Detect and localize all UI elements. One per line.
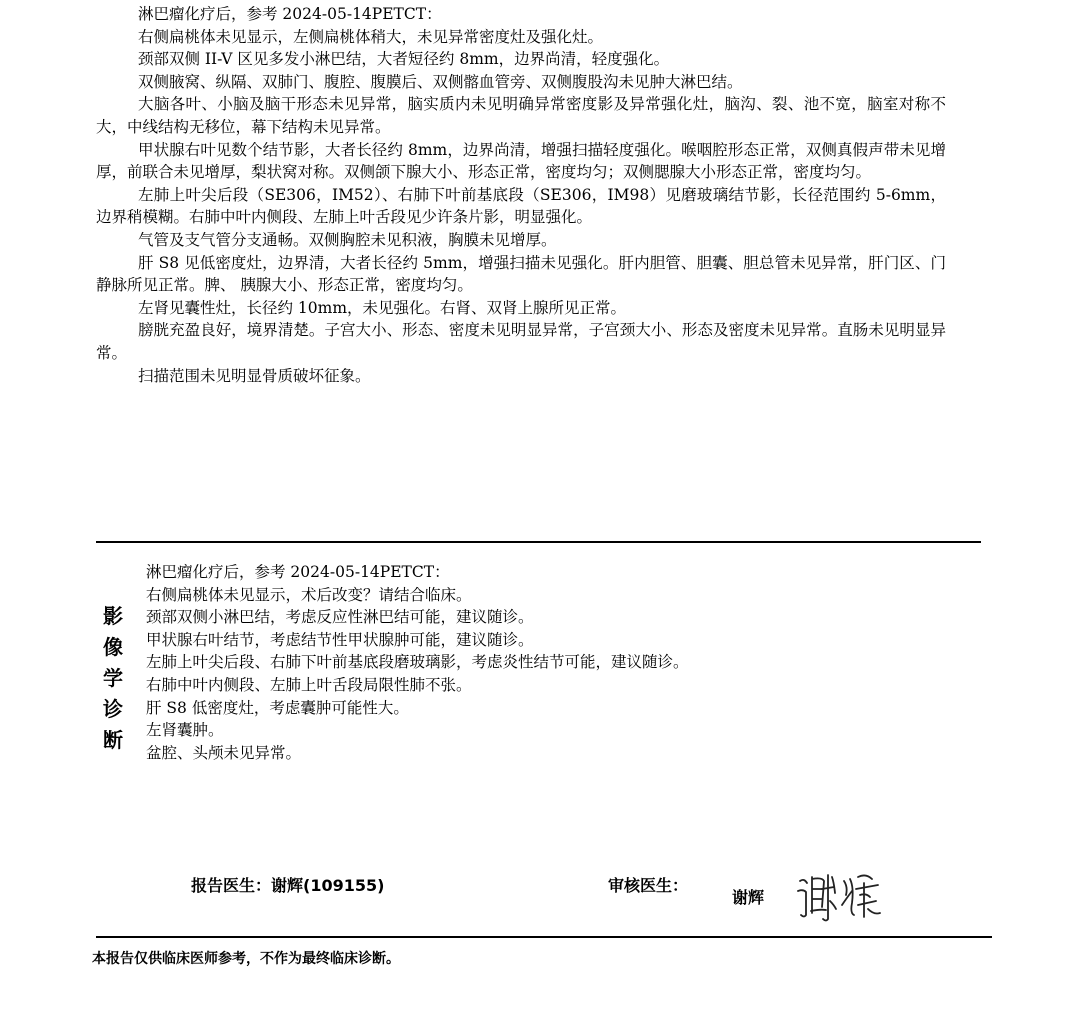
reviewing-doctor-label: 审核医生： <box>608 876 689 895</box>
diagnosis-line: 淋巴瘤化疗后，参考 2024-05-14PETCT： <box>146 563 450 581</box>
findings-paragraph: 肝 S8 见低密度灶，边界清，大者长径约 5mm，增强扫描未见强化。肝内胆管、胆囊、胆总管未见异常，肝门区、门静脉所见正常。脾、 胰腺大小、形态正常，密度均匀。 <box>96 253 946 295</box>
diagnosis-heading-char: 断 <box>103 728 123 752</box>
diagnosis-line: 左肺上叶尖后段、右肺下叶前基底段磨玻璃影，考虑炎性结节可能，建议随诊。 <box>146 653 689 672</box>
diagnosis-line: 盆腔、头颅未见异常。 <box>146 743 302 762</box>
findings-paragraph: 左肾见囊性灶，长径约 10mm，未见强化。右肾、双肾上腺所见正常。 <box>138 298 627 317</box>
reporting-doctor: 报告医生：谢辉(109155) <box>191 876 385 895</box>
diagnosis-heading-char: 像 <box>103 635 123 659</box>
handwritten-signature <box>794 865 884 927</box>
findings-paragraph: 甲状腺右叶见数个结节影，大者长径约 8mm，边界尚清，增强扫描轻度强化。喉咽腔形态正常，双侧真假声带未见增厚，前联合未见增厚，梨状窝对称。双侧颌下腺大小、形态正常，密度均匀；双侧腮腺大小形态正常，密度均匀。 <box>96 140 946 182</box>
findings-paragraph: 双侧腋窝、纵隔、双肺门、腹腔、腹膜后、双侧髂血管旁、双侧腹股沟未见肿大淋巴结。 <box>138 72 743 91</box>
reviewer-name: 谢辉 <box>732 888 765 907</box>
findings-paragraph: 大脑各叶、小脑及脑干形态未见异常，脑实质内未见明确异常密度影及异常强化灶，脑沟、裂、池不宽，脑室对称不大，中线结构无移位，幕下结构未见异常。 <box>96 95 946 136</box>
findings-paragraph: 淋巴瘤化疗后，参考 2024-05-14PETCT： <box>138 5 442 23</box>
findings-paragraph: 左肺上叶尖后段（SE306，IM52）、右肺下叶前基底段（SE306，IM98）见磨玻璃结节影，长径范围约 5-6mm，边界稍模糊。右肺中叶内侧段、左肺上叶舌段见少许条片影，明显强化。 <box>96 185 946 227</box>
section-divider <box>96 541 981 543</box>
diagnosis-line: 肝 S8 低密度灶，考虑囊肿可能性大。 <box>146 698 409 717</box>
diagnosis-line: 右侧扁桃体未见显示，术后改变？请结合临床。 <box>146 585 472 604</box>
disclaimer: 本报告仅供临床医师参考，不作为最终临床诊断。 <box>92 951 400 967</box>
findings-paragraph: 膀胱充盈良好，境界清楚。子宫大小、形态、密度未见明显异常，子宫颈大小、形态及密度未见异常。直肠未见明显异常。 <box>96 321 946 362</box>
findings-paragraph: 扫描范围未见明显骨质破坏征象。 <box>138 366 371 385</box>
findings-paragraph: 颈部双侧 II-V 区见多发小淋巴结，大者短径约 8mm，边界尚清，轻度强化。 <box>138 50 670 69</box>
diagnosis-section <box>146 561 946 764</box>
diagnosis-heading-char: 诊 <box>103 697 123 721</box>
findings-paragraph: 右侧扁桃体未见显示，左侧扁桃体稍大，未见异常密度灶及强化灶。 <box>138 27 604 46</box>
footer-divider <box>96 936 992 938</box>
diagnosis-heading <box>103 601 131 756</box>
diagnosis-line: 颈部双侧小淋巴结，考虑反应性淋巴结可能，建议随诊。 <box>146 608 534 627</box>
diagnosis-line: 甲状腺右叶结节，考虑结节性甲状腺肿可能，建议随诊。 <box>146 630 534 649</box>
diagnosis-line: 右肺中叶内侧段、左肺上叶舌段局限性肺不张。 <box>146 675 472 694</box>
diagnosis-heading-char: 影 <box>103 604 123 628</box>
diagnosis-line: 左肾囊肿。 <box>146 721 224 740</box>
diagnosis-heading-char: 学 <box>103 666 123 690</box>
findings-paragraph: 气管及支气管分支通畅。双侧胸腔未见积液，胸膜未见增厚。 <box>138 230 557 249</box>
findings-section <box>96 3 946 387</box>
